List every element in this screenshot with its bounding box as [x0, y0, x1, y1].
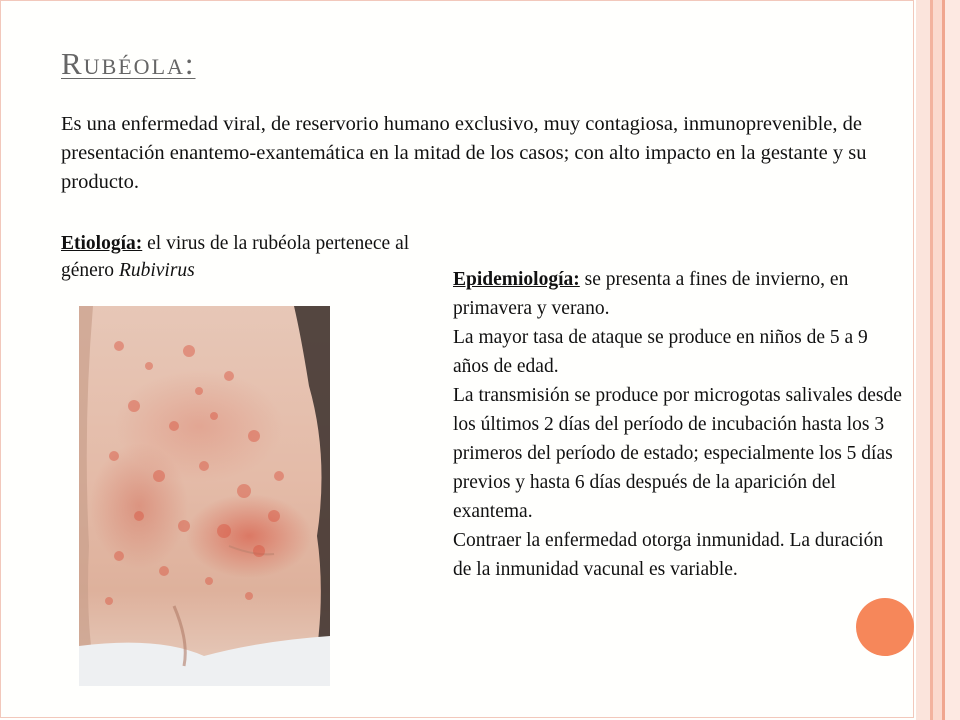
- etiologia-text: el virus de la rubéola pertenece al género: [61, 233, 410, 281]
- slide-title: Rubéola:: [61, 46, 196, 81]
- rash-photo: [79, 306, 330, 686]
- rash-photo-illustration: [79, 306, 330, 686]
- epidemiologia-paragraph-4: Contraer la enfermedad otorga inmunidad. La duración de la inmunidad vacunal es variable.: [453, 530, 884, 580]
- epidemiologia-label: Epidemiología:: [453, 269, 580, 290]
- epidemiologia-paragraph-3: La transmisión se produce por microgotas salivales desde los últimos 2 días del período de incubación hasta los 3 primeros del período de estado; especialmente los 5 días previos y hasta 6 días después de la aparición del exantema.: [453, 385, 902, 522]
- etiologia-label: Etiología:: [61, 233, 143, 254]
- etiologia-block: [61, 230, 431, 284]
- decorative-orange-circle: [856, 598, 914, 656]
- epidemiologia-paragraph-1: [453, 265, 903, 323]
- intro-paragraph: Es una enfermedad viral, de reservorio humano exclusivo, muy contagiosa, inmunoprevenible, de presentación enantemo-exantemática en la mitad de los casos; con alto impacto en la gestante y su producto.: [61, 113, 867, 193]
- epidemiologia-block: [453, 265, 903, 584]
- decorative-stripes: [916, 0, 960, 720]
- etiologia-genus: Rubivirus: [118, 260, 195, 281]
- epidemiologia-text-1: se presenta a fines de invierno, en primavera y verano.: [453, 269, 849, 319]
- epidemiologia-paragraph-2: La mayor tasa de ataque se produce en niños de 5 a 9 años de edad.: [453, 327, 868, 377]
